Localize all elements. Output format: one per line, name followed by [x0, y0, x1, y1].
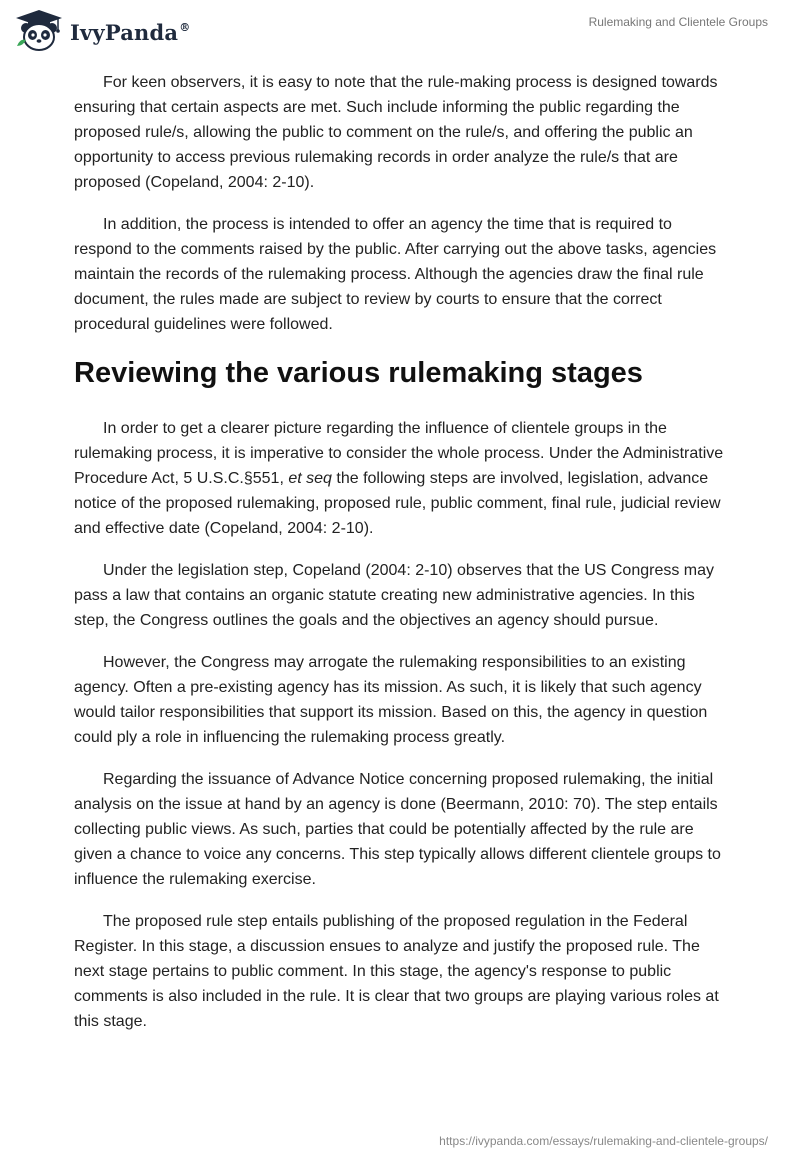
paragraph: The proposed rule step entails publishing of the proposed regulation in the Federal Register. In this stage, a discussion ensues to analyze and justify the proposed rule. The next stage pertains to public comment. In this stage, the agency's response to public comments is also included in the rule. It is clear that two groups are playing various roles at this stage.	[74, 913, 719, 1030]
document-title: Rulemaking and Clientele Groups	[588, 15, 768, 29]
paragraph: For keen observers, it is easy to note that the rule-making process is designed towards ensuring that certain aspects are met. Such include informing the public regarding the proposed rule/s, allowing the public to comment on the rule/s, and offering the public an opportunity to access previous rulemaking records in order analyze the rule/s that are proposed (Copeland, 2004: 2-10).	[74, 74, 718, 191]
logo[interactable]	[14, 8, 190, 52]
essay-content	[74, 70, 726, 1051]
section-heading: Reviewing the various rulemaking stages	[74, 357, 643, 389]
source-url[interactable]: https://ivypanda.com/essays/rulemaking-and-clientele-groups/	[439, 1134, 768, 1148]
panda-logo-icon	[14, 8, 64, 52]
paragraph: In addition, the process is intended to offer an agency the time that is required to respond to the comments raised by the public. After carrying out the above tasks, agencies maintain the records of the rulemaking process. Although the agencies draw the final rule document, the rules made are subject to review by courts to ensure that the correct procedural guidelines were followed.	[74, 216, 717, 333]
page-header	[0, 0, 800, 70]
brand-name: IvyPanda®	[70, 19, 191, 45]
paragraph: In order to get a clearer picture regarding the influence of clientele groups in the rulemaking process, it is imperative to consider the whole process. Under the Administrative Procedure Act, 5 U.S.C.§551, et seq the following steps are involved, legislation, advance notice of the proposed rulemaking, proposed rule, public comment, final rule, judicial review and effective date (Copeland, 2004: 2-10).	[74, 420, 724, 537]
paragraph: However, the Congress may arrogate the rulemaking responsibilities to an existing agency. Often a pre-existing agency has its mission. As such, it is likely that such agency would tailor responsibilities that support its mission. Based on this, the agency in question could ply a role in influencing the rulemaking process greatly.	[74, 654, 708, 746]
italic-term: et seq	[288, 470, 332, 487]
paragraph: Under the legislation step, Copeland (2004: 2-10) observes that the US Congress may pass a law that contains an organic statute creating new administrative agencies. In this step, the Congress outlines the goals and the objectives an agency should pursue.	[74, 562, 715, 629]
paragraph: Regarding the issuance of Advance Notice concerning proposed rulemaking, the initial analysis on the issue at hand by an agency is done (Beermann, 2010: 70). The step entails collecting public views. As such, parties that could be potentially affected by the rule are given a chance to voice any concerns. This step typically allows different clientele groups to influence the rulemaking exercise.	[74, 771, 721, 888]
